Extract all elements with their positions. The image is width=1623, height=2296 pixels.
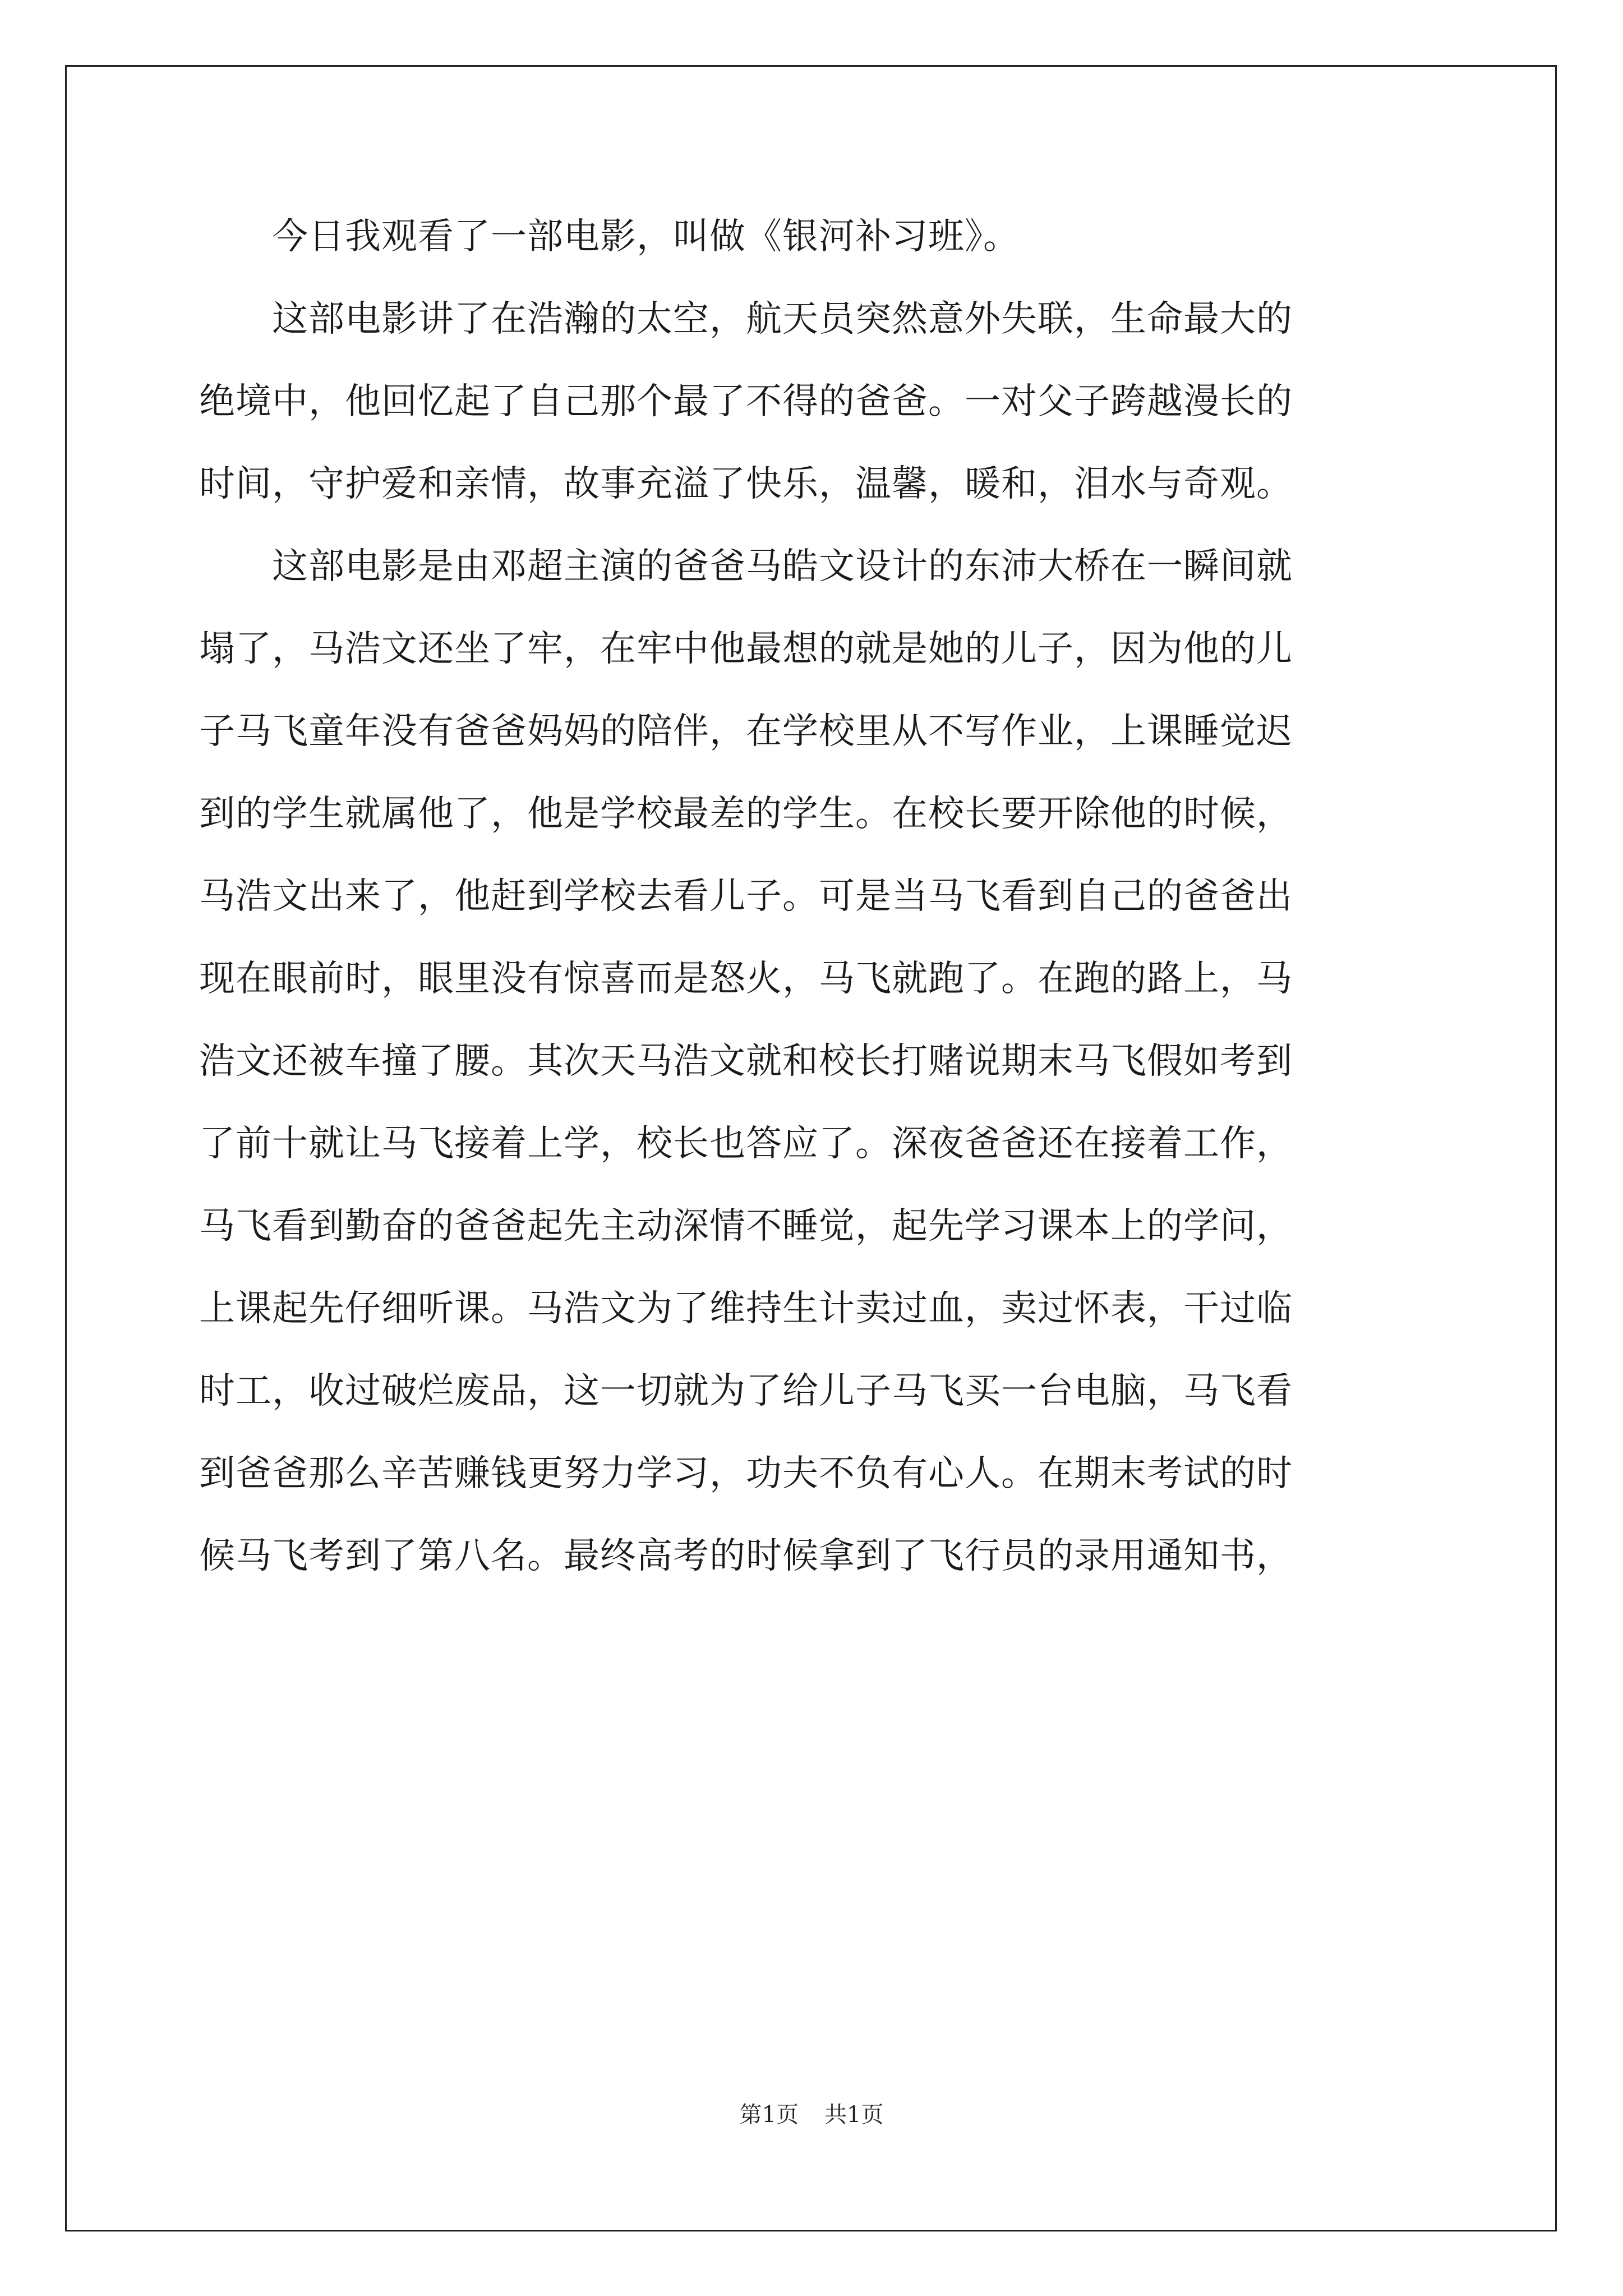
text-line: 绝境中，他回忆起了自己那个最了不得的爸爸。一对父子跨越漫长的 (199, 381, 1293, 422)
page-footer (0, 2098, 1623, 2132)
text-line: 马飞看到勤奋的爸爸起先主动深情不睡觉，起先学习课本上的学问， (199, 1205, 1293, 1247)
text-line: 时间，守护爱和亲情，故事充溢了快乐，温馨，暖和，泪水与奇观。 (199, 463, 1293, 505)
text-line: 到的学生就属他了，他是学校最差的学生。在校长要开除他的时候， (199, 793, 1293, 835)
page-number: 第1页 (739, 2102, 799, 2128)
text-line: 这部电影是由邓超主演的爸爸马皓文设计的东沛大桥在一瞬间就 (199, 546, 1293, 587)
text-line: 候马飞考到了第八名。最终高考的时候拿到了飞行员的录用通知书， (199, 1535, 1293, 1577)
page-total: 共1页 (824, 2102, 884, 2128)
text-line: 塌了，马浩文还坐了牢，在牢中他最想的就是她的儿子，因为他的儿 (199, 628, 1293, 670)
text-line: 上课起先仔细听课。马浩文为了维持生计卖过血，卖过怀表，干过临 (199, 1288, 1293, 1329)
text-line: 浩文还被车撞了腰。其次天马浩文就和校长打赌说期末马飞假如考到 (199, 1041, 1293, 1082)
text-line: 今日我观看了一部电影，叫做《银河补习班》。 (199, 216, 1020, 257)
text-line: 了前十就让马飞接着上学，校长也答应了。深夜爸爸还在接着工作， (199, 1123, 1293, 1165)
text-line: 马浩文出来了，他赶到学校去看儿子。可是当马飞看到自己的爸爸出 (199, 876, 1293, 917)
text-line: 现在眼前时，眼里没有惊喜而是怒火，马飞就跑了。在跑的路上，马 (199, 958, 1293, 1000)
text-line: 子马飞童年没有爸爸妈妈的陪伴，在学校里从不写作业，上课睡觉迟 (199, 711, 1293, 752)
text-line: 到爸爸那么辛苦赚钱更努力学习，功夫不负有心人。在期末考试的时 (199, 1453, 1293, 1494)
text-line: 这部电影讲了在浩瀚的太空，航天员突然意外失联，生命最大的 (199, 298, 1293, 340)
text-line: 时工，收过破烂废品，这一切就为了给儿子马飞买一台电脑，马飞看 (199, 1370, 1293, 1412)
